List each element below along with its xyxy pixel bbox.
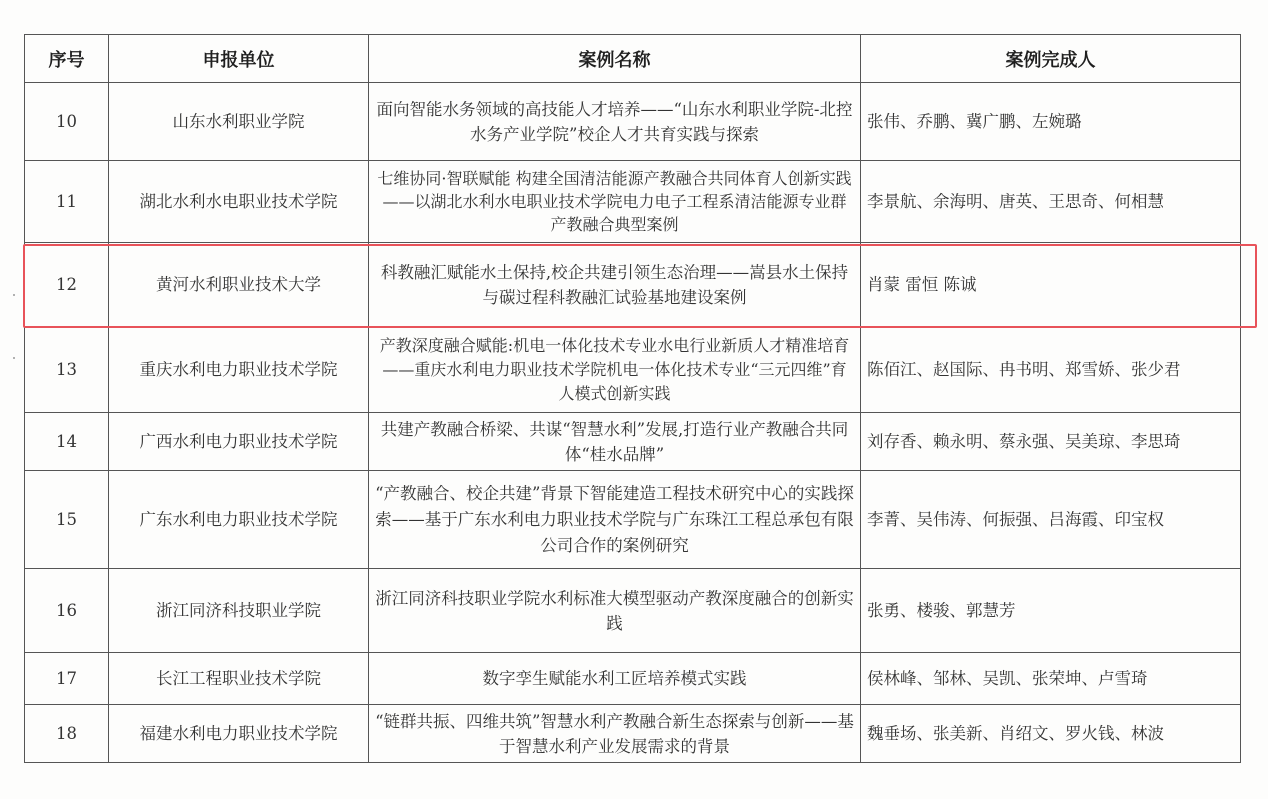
row-seq: 11: [25, 161, 109, 243]
header-unit: 申报单位: [109, 35, 369, 83]
row-unit: 长江工程职业技术学院: [109, 653, 369, 705]
row-unit: 山东水利职业学院: [109, 83, 369, 161]
row-unit: 重庆水利电力职业技术学院: [109, 327, 369, 413]
row-case-name: 数字孪生赋能水利工匠培养模式实践: [369, 653, 861, 705]
row-case-name: 产教深度融合赋能:机电一体化技术专业水电行业新质人才精准培育——重庆水利电力职业技术学院机电一体化技术专业“三元四维”育人模式创新实践: [369, 327, 861, 413]
row-seq: 18: [25, 705, 109, 763]
table-row: [25, 83, 1241, 161]
table-row: [25, 161, 1241, 243]
row-seq: 14: [25, 413, 109, 471]
row-people: 李菁、吴伟涛、何振强、吕海霞、印宝权: [861, 471, 1241, 569]
row-case-name: 面向智能水务领域的高技能人才培养——“山东水利职业学院-北控水务产业学院”校企人才共育实践与探索: [369, 83, 861, 161]
table-row: [25, 569, 1241, 653]
row-seq: 15: [25, 471, 109, 569]
header-seq: 序号: [25, 35, 109, 83]
row-people: 陈佰江、赵国际、冉书明、郑雪娇、张少君: [861, 327, 1241, 413]
row-people: 张伟、乔鹏、冀广鹏、左婉璐: [861, 83, 1241, 161]
row-people: 魏垂场、张美新、肖绍文、罗火钱、林波: [861, 705, 1241, 763]
row-unit: 黄河水利职业技术大学: [109, 243, 369, 327]
row-seq: 17: [25, 653, 109, 705]
row-unit: 广东水利电力职业技术学院: [109, 471, 369, 569]
table-header-row: [25, 35, 1241, 83]
table-row: [25, 705, 1241, 763]
row-people: 肖蒙 雷恒 陈诚: [861, 243, 1241, 327]
table-row: [25, 653, 1241, 705]
table-row: [25, 327, 1241, 413]
row-case-name: 浙江同济科技职业学院水利标准大模型驱动产教深度融合的创新实践: [369, 569, 861, 653]
row-unit: 福建水利电力职业技术学院: [109, 705, 369, 763]
row-unit: 广西水利电力职业技术学院: [109, 413, 369, 471]
row-seq: 16: [25, 569, 109, 653]
row-unit: 湖北水利水电职业技术学院: [109, 161, 369, 243]
table-row: [25, 243, 1241, 327]
header-people: 案例完成人: [861, 35, 1241, 83]
row-people: 李景航、余海明、唐英、王思奇、何相慧: [861, 161, 1241, 243]
row-seq: 13: [25, 327, 109, 413]
scan-speck: [13, 357, 15, 359]
row-case-name: 共建产教融合桥梁、共谋“智慧水利”发展,打造行业产教融合共同体“桂水品牌”: [369, 413, 861, 471]
row-case-name: 科教融汇赋能水土保持,校企共建引领生态治理——嵩县水土保持与碳过程科教融汇试验基地建设案例: [369, 243, 861, 327]
row-people: 侯林峰、邹林、吴凯、张荣坤、卢雪琦: [861, 653, 1241, 705]
row-case-name: 七维协同·智联赋能 构建全国清洁能源产教融合共同体育人创新实践——以湖北水利水电职业技术学院电力电子工程系清洁能源专业群产教融合典型案例: [369, 161, 861, 243]
scan-speck: [13, 294, 15, 296]
row-case-name: “产教融合、校企共建”背景下智能建造工程技术研究中心的实践探索——基于广东水利电力职业技术学院与广东珠江工程总承包有限公司合作的案例研究: [369, 471, 861, 569]
row-unit: 浙江同济科技职业学院: [109, 569, 369, 653]
row-case-name: “链群共振、四维共筑”智慧水利产教融合新生态探索与创新——基于智慧水利产业发展需求的背景: [369, 705, 861, 763]
row-people: 张勇、楼骏、郭慧芳: [861, 569, 1241, 653]
row-seq: 12: [25, 243, 109, 327]
table-row: [25, 413, 1241, 471]
row-seq: 10: [25, 83, 109, 161]
case-table: [24, 34, 1241, 763]
table-row: [25, 471, 1241, 569]
header-case-name: 案例名称: [369, 35, 861, 83]
row-people: 刘存香、赖永明、蔡永强、吴美琼、李思琦: [861, 413, 1241, 471]
